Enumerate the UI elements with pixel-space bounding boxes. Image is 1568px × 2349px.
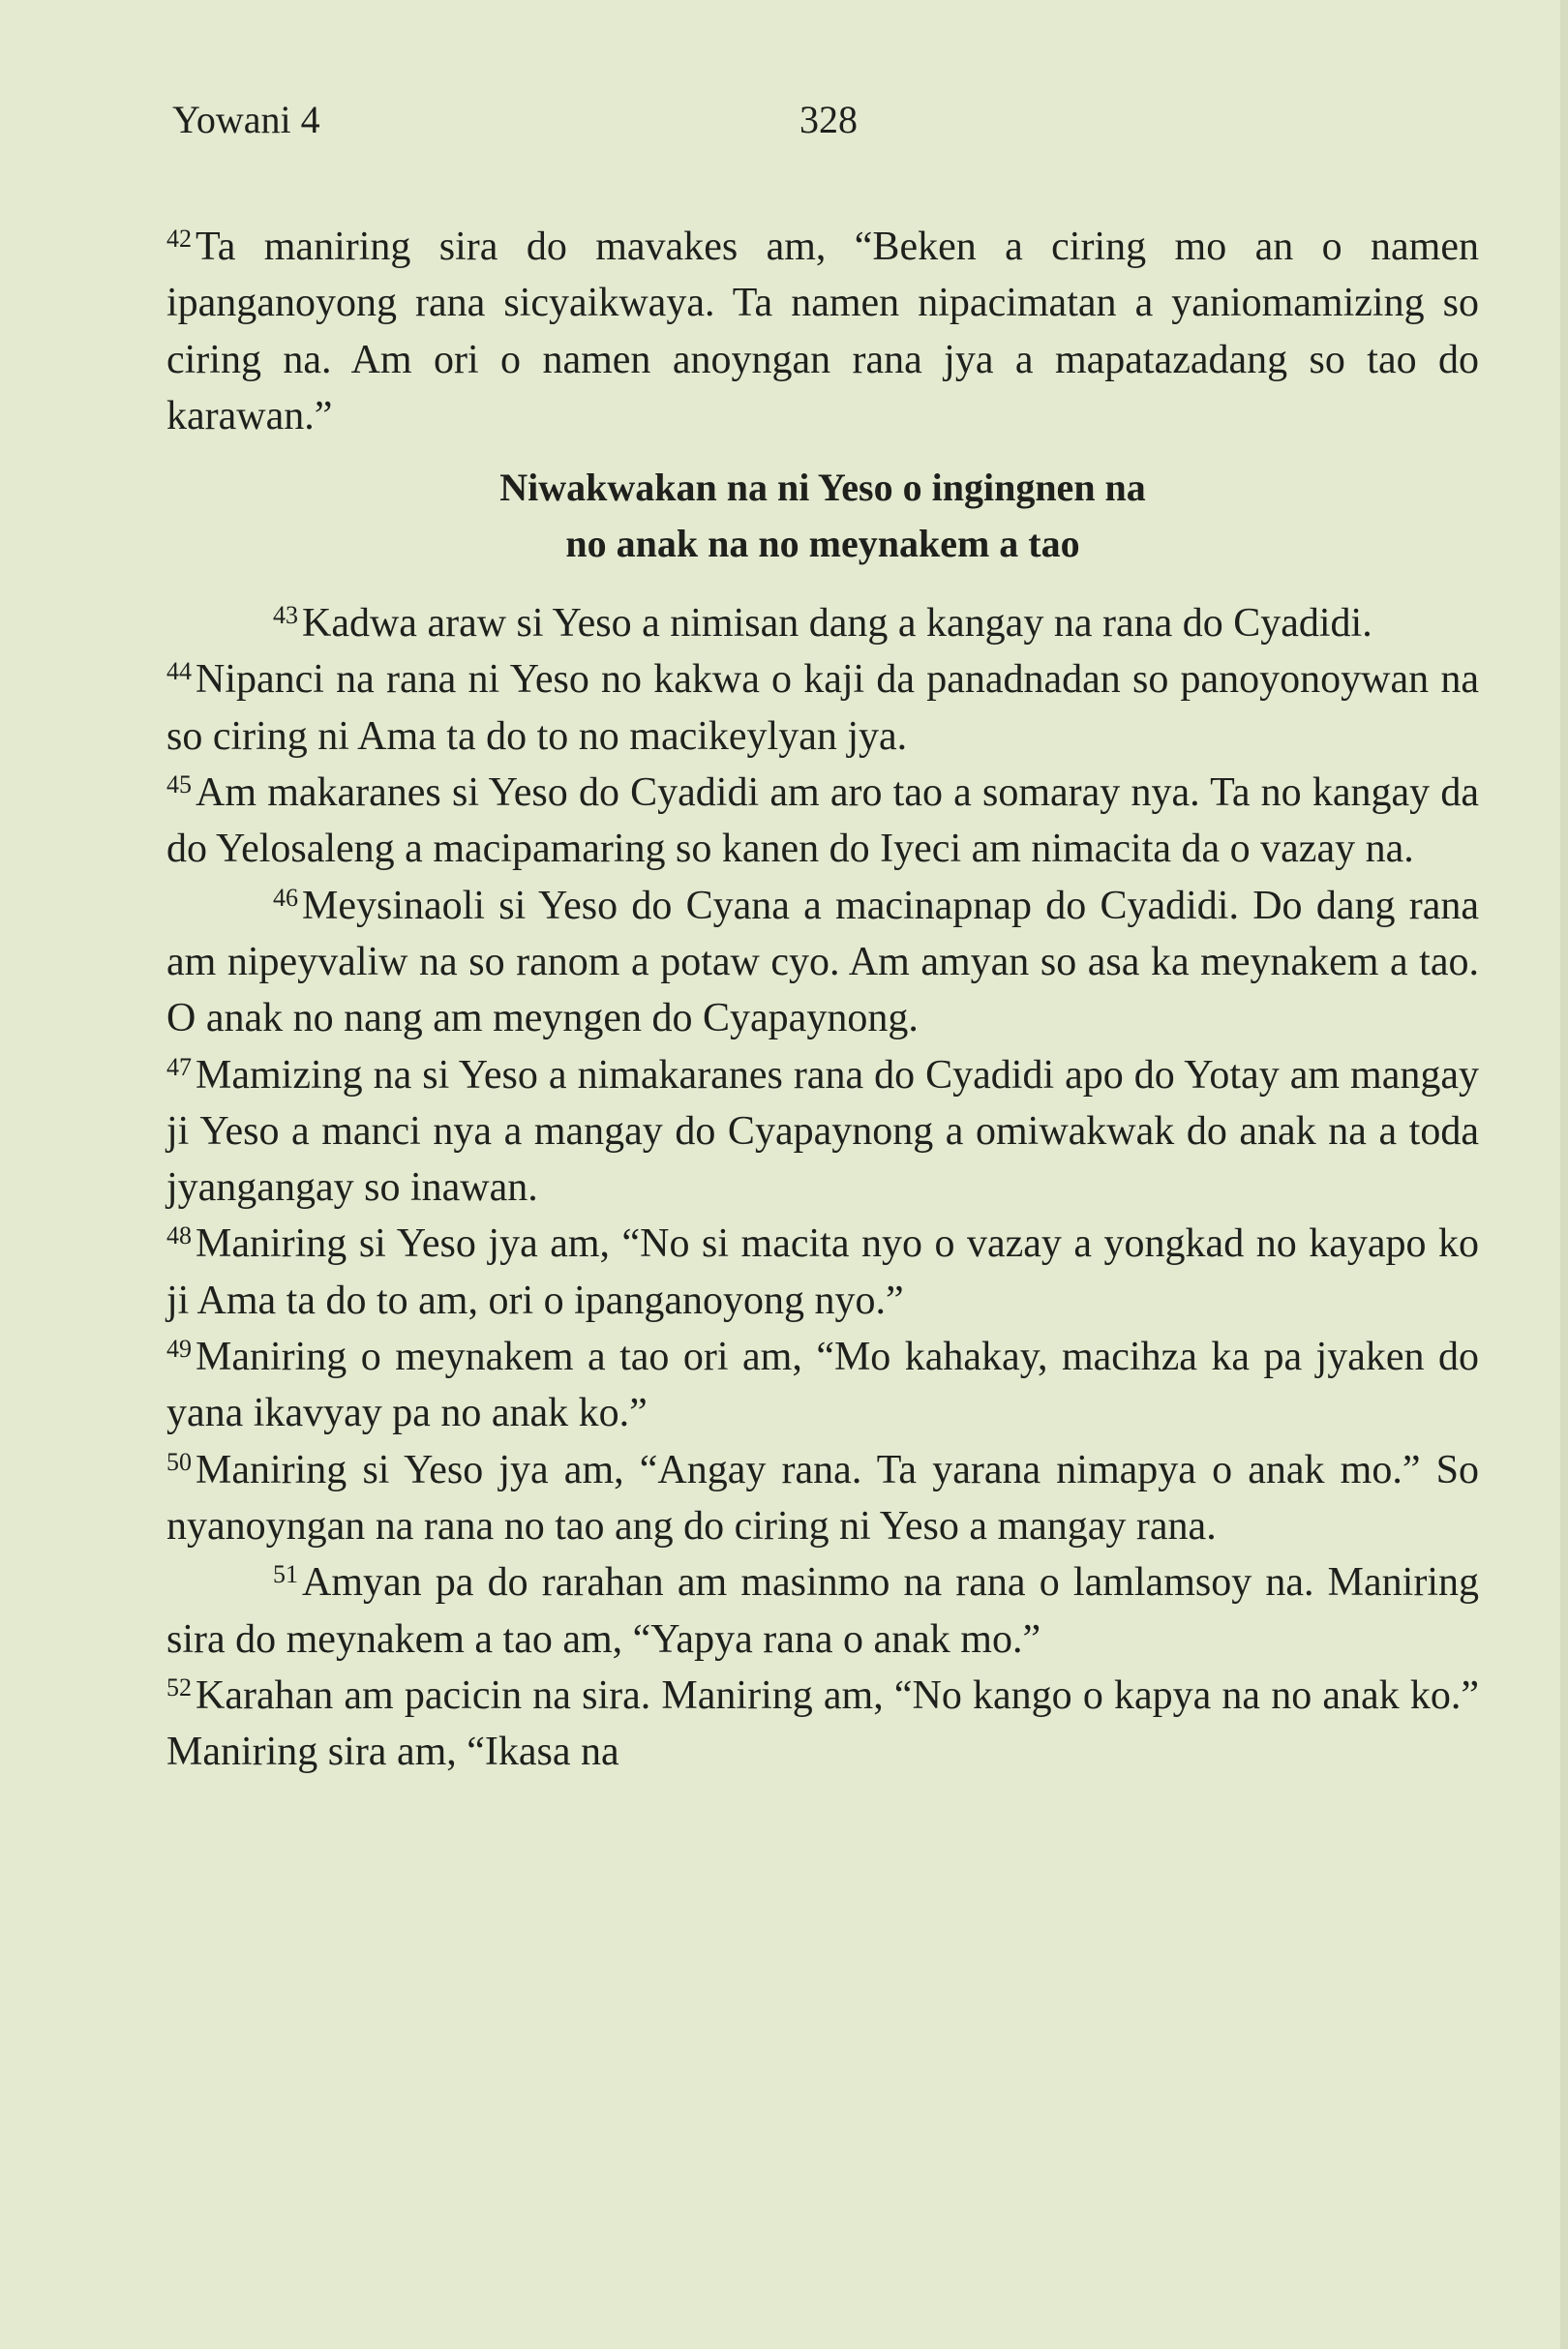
verse-text: Nipanci na rana ni Yeso no kakwa o kaji da panadnadan so panoyonoywan na so ciring ni Ama ta do to no macikeylyan jya. bbox=[166, 657, 1479, 759]
verse-text: Karahan am pacicin na sira. Maniring am, “No kango o kapya na no anak ko.” Maniring sira am, “Ikasa na bbox=[166, 1672, 1479, 1775]
verse-text: Meysinaoli si Yeso do Cyana a macinapnap do Cyadidi. Do dang rana am nipeyvaliw na so ranom a potaw cyo. Am amyan so asa ka meynakem a tao. O anak no nang am meyngen do Cyapaynong. bbox=[166, 883, 1479, 1041]
verse-number: 51 bbox=[273, 1560, 298, 1589]
verse-text: Kadwa araw si Yeso a nimisan dang a kangay na rana do Cyadidi. bbox=[302, 601, 1372, 647]
page-number: 328 bbox=[799, 98, 858, 141]
page-body bbox=[166, 219, 1479, 1780]
verse-number: 42 bbox=[166, 225, 192, 253]
section-heading bbox=[166, 460, 1479, 572]
verse-number: 47 bbox=[166, 1052, 192, 1081]
page-edge bbox=[1560, 0, 1568, 2349]
verse-number: 43 bbox=[273, 601, 298, 630]
verse-number: 52 bbox=[166, 1672, 192, 1702]
verse-text: Maniring o meynakem a tao ori am, “Mo kahakay, macihza ka pa jyaken do yana ikavyay pa no anak ko.” bbox=[166, 1335, 1479, 1436]
running-header-book: Yowani 4 bbox=[172, 98, 320, 141]
page-header bbox=[172, 95, 1485, 145]
verse-text: Ta maniring sira do mavakes am, “Beken a ciring mo an o namen ipanganoyong rana sicyaikwaya. Ta namen nipacimatan a yaniomamizing so ciring na. Am ori o namen anoyngan rana jya a mapatazadang so tao do karawan.” bbox=[166, 225, 1479, 438]
verse-number: 44 bbox=[166, 657, 192, 686]
verse-42 bbox=[166, 219, 1479, 444]
verse-49 bbox=[166, 1329, 1479, 1442]
verse-number: 48 bbox=[166, 1221, 192, 1250]
verse-number: 50 bbox=[166, 1447, 192, 1476]
verse-51 bbox=[166, 1554, 1479, 1668]
verse-44 bbox=[166, 651, 1479, 765]
verse-43 bbox=[166, 595, 1479, 651]
verse-text: Amyan pa do rarahan am masinmo na rana o lamlamsoy na. Maniring sira do meynakem a tao am, “Yapya rana o anak mo.” bbox=[166, 1560, 1479, 1662]
verse-text: Maniring si Yeso jya am, “No si macita nyo o vazay a yongkad no kayapo ko ji Ama ta do to am, ori o ipanganoyong nyo.” bbox=[166, 1221, 1479, 1323]
verse-number: 45 bbox=[166, 770, 192, 799]
section-heading-line-1: Niwakwakan na ni Yeso o ingingnen na bbox=[499, 466, 1146, 510]
verse-46 bbox=[166, 878, 1479, 1047]
verse-52 bbox=[166, 1668, 1479, 1781]
verse-text: Maniring si Yeso jya am, “Angay rana. Ta yarana nimapya o anak mo.” So nyanoyngan na rana no tao ang do ciring ni Yeso a mangay rana. bbox=[166, 1447, 1479, 1549]
section-heading-line-2: no anak na no meynakem a tao bbox=[565, 522, 1080, 566]
verse-text: Mamizing na si Yeso a nimakaranes rana do Cyadidi apo do Yotay am mangay ji Yeso a manci nya a mangay do Cyapaynong a omiwakwak do anak na a toda jyangangay so inawan. bbox=[166, 1052, 1479, 1211]
verse-45 bbox=[166, 765, 1479, 878]
verse-50 bbox=[166, 1442, 1479, 1555]
verse-48 bbox=[166, 1216, 1479, 1329]
verse-number: 46 bbox=[273, 883, 298, 912]
verse-47 bbox=[166, 1047, 1479, 1217]
verse-text: Am makaranes si Yeso do Cyadidi am aro tao a somaray nya. Ta no kangay da do Yelosaleng a macipamaring so kanen do Iyeci am nimacita da o vazay na. bbox=[166, 770, 1479, 872]
verse-number: 49 bbox=[166, 1335, 192, 1364]
